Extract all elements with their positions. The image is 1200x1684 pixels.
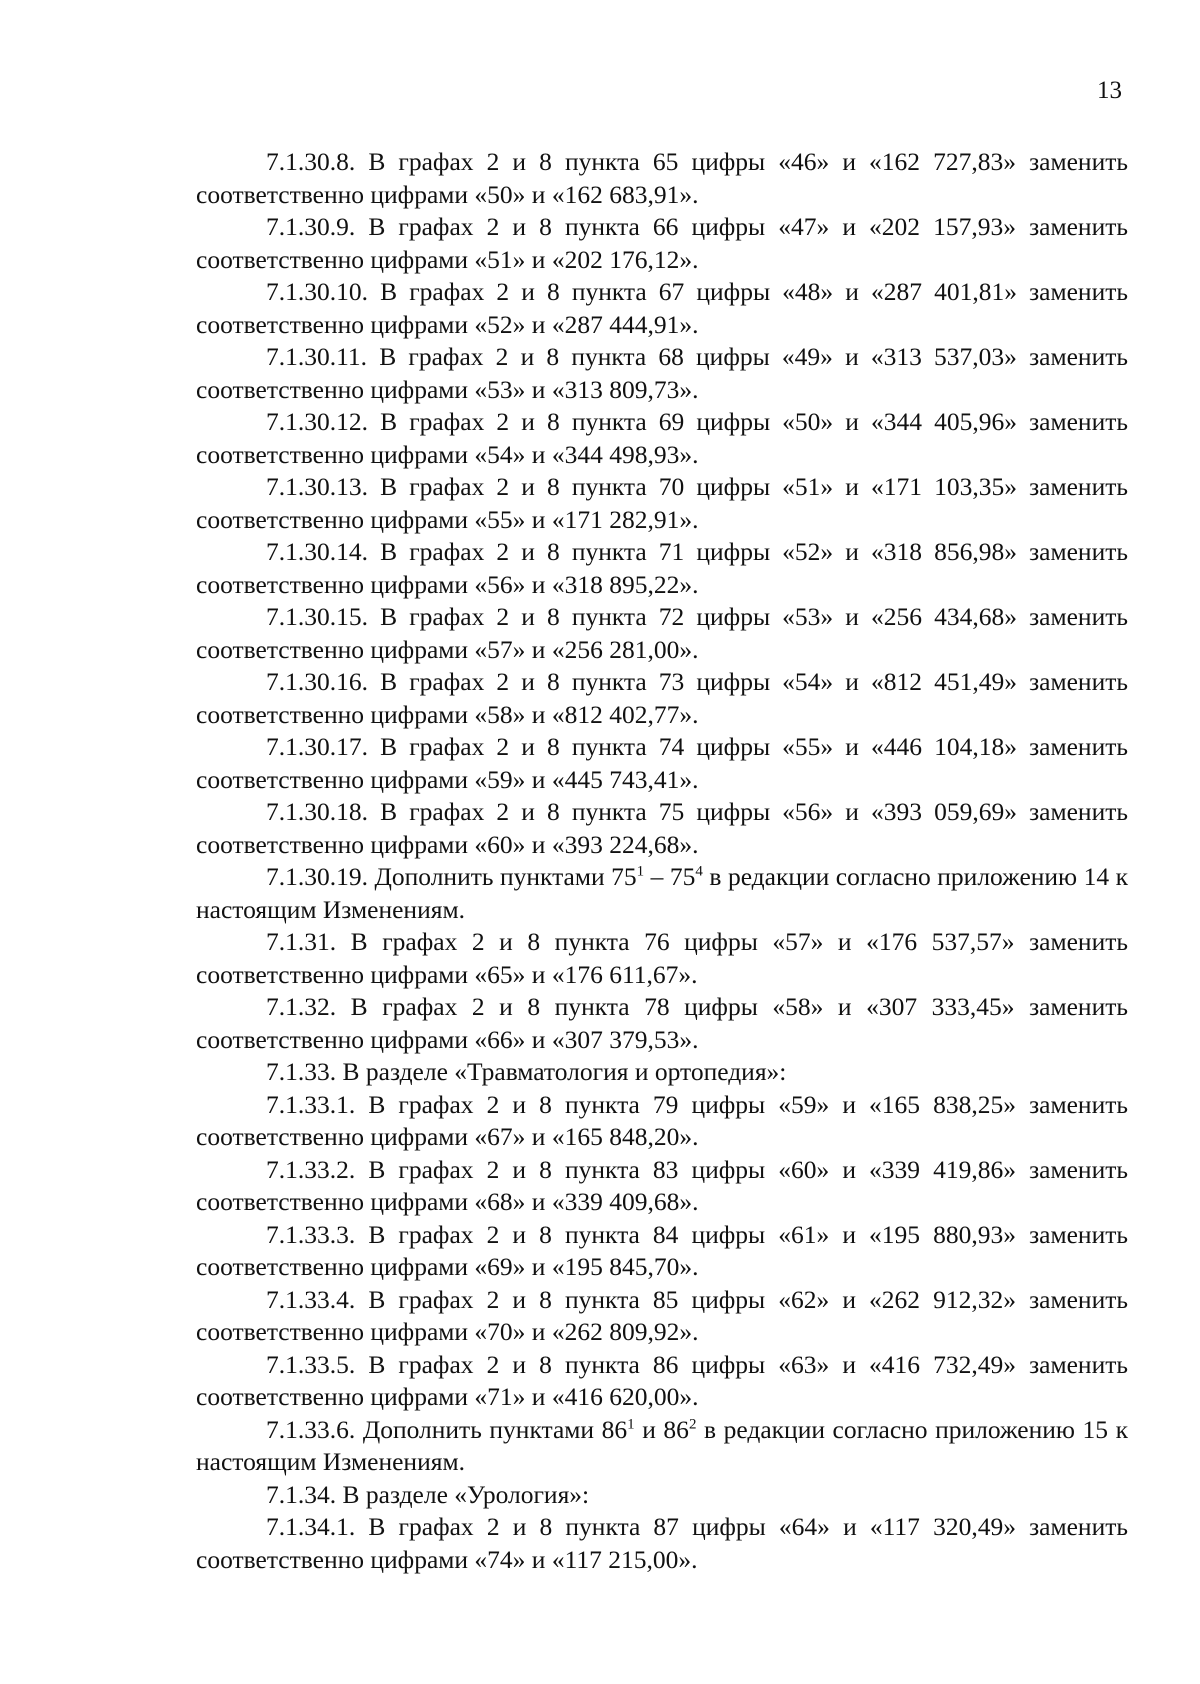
paragraph [196, 796, 1128, 861]
superscript-index: 4 [695, 863, 703, 880]
superscript-index: 1 [636, 863, 645, 880]
paragraph-text: 7.1.30.17. В графах 2 и 8 пункта 74 цифры «55» и «446 104,18» заменить соответственно цифрами «59» и «445 743,41». [196, 732, 1128, 794]
paragraph [196, 666, 1128, 731]
paragraph-text: 7.1.30.18. В графах 2 и 8 пункта 75 цифры «56» и «393 059,69» заменить соответственно цифрами «60» и «393 224,68». [196, 797, 1128, 859]
paragraph-text: 7.1.30.9. В графах 2 и 8 пункта 66 цифры «47» и «202 157,93» заменить соответственно цифрами «51» и «202 176,12». [196, 212, 1128, 274]
paragraph-text: 7.1.33.6. Дополнить пунктами 86 [266, 1414, 628, 1444]
paragraph-text: 7.1.33.3. В графах 2 и 8 пункта 84 цифры «61» и «195 880,93» заменить соответственно цифрами «69» и «195 845,70». [196, 1219, 1128, 1281]
paragraph-text: 7.1.30.16. В графах 2 и 8 пункта 73 цифры «54» и «812 451,49» заменить соответственно цифрами «58» и «812 402,77». [196, 667, 1128, 729]
paragraph [196, 926, 1128, 991]
paragraph-text: 7.1.34.1. В графах 2 и 8 пункта 87 цифры «64» и «117 320,49» заменить соответственно цифрами «74» и «117 215,00». [196, 1512, 1128, 1574]
paragraph-text: 7.1.30.11. В графах 2 и 8 пункта 68 цифры «49» и «313 537,03» заменить соответственно цифрами «53» и «313 809,73». [196, 342, 1128, 404]
paragraph [196, 341, 1128, 406]
paragraph-text: 7.1.30.14. В графах 2 и 8 пункта 71 цифры «52» и «318 856,98» заменить соответственно цифрами «56» и «318 895,22». [196, 537, 1128, 599]
paragraph [196, 601, 1128, 666]
paragraph [196, 1154, 1128, 1219]
paragraph-text: в редакции согласно приложению 14 к настоящим Изменениям. [196, 862, 1128, 924]
paragraph-text: 7.1.33.5. В графах 2 и 8 пункта 86 цифры «63» и «416 732,49» заменить соответственно цифрами «71» и «416 620,00». [196, 1349, 1128, 1411]
paragraph [196, 146, 1128, 211]
paragraph [196, 211, 1128, 276]
paragraph [196, 471, 1128, 536]
paragraph-text: в редакции согласно приложению 15 к настоящим Изменениям. [196, 1414, 1128, 1476]
superscript-index: 1 [627, 1416, 635, 1432]
paragraph-text: и 86 [634, 1414, 689, 1444]
page-number: 13 [1097, 77, 1122, 104]
paragraph [196, 1056, 1128, 1089]
paragraph-text: 7.1.33. В разделе «Травматология и ортопедия»: [266, 1057, 787, 1086]
paragraph-text: 7.1.33.4. В графах 2 и 8 пункта 85 цифры «62» и «262 912,32» заменить соответственно цифрами «70» и «262 809,92». [196, 1284, 1128, 1346]
paragraph-text: 7.1.34. В разделе «Урология»: [266, 1479, 590, 1509]
paragraph [196, 1414, 1128, 1479]
paragraph [196, 406, 1128, 471]
paragraph-text: 7.1.30.12. В графах 2 и 8 пункта 69 цифры «50» и «344 405,96» заменить соответственно цифрами «54» и «344 498,93». [196, 407, 1128, 469]
paragraph [196, 731, 1128, 796]
superscript-index: 2 [688, 1416, 697, 1432]
paragraph [196, 1479, 1128, 1512]
paragraph-text: 7.1.30.13. В графах 2 и 8 пункта 70 цифры «51» и «171 103,35» заменить соответственно цифрами «55» и «171 282,91». [196, 472, 1128, 534]
paragraph [196, 861, 1128, 926]
paragraph [196, 991, 1128, 1056]
paragraph [196, 1089, 1128, 1154]
paragraph-text: 7.1.30.10. В графах 2 и 8 пункта 67 цифры «48» и «287 401,81» заменить соответственно цифрами «52» и «287 444,91». [196, 277, 1128, 339]
paragraph [196, 1349, 1128, 1414]
paragraph-text: 7.1.30.19. Дополнить пунктами 75 [266, 862, 637, 891]
paragraph [196, 1284, 1128, 1349]
paragraph-text: 7.1.33.2. В графах 2 и 8 пункта 83 цифры «60» и «339 419,86» заменить соответственно цифрами «68» и «339 409,68». [196, 1154, 1128, 1216]
paragraph-text: 7.1.31. В графах 2 и 8 пункта 76 цифры «57» и «176 537,57» заменить соответственно цифрами «65» и «176 611,67». [196, 927, 1128, 989]
paragraph-text: – 75 [644, 862, 696, 891]
paragraph [196, 276, 1128, 341]
paragraph-text: 7.1.30.8. В графах 2 и 8 пункта 65 цифры «46» и «162 727,83» заменить соответственно цифрами «50» и «162 683,91». [196, 147, 1128, 209]
paragraph [196, 536, 1128, 601]
paragraph [196, 1219, 1128, 1284]
paragraph [196, 1511, 1128, 1576]
paragraph-text: 7.1.30.15. В графах 2 и 8 пункта 72 цифры «53» и «256 434,68» заменить соответственно цифрами «57» и «256 281,00». [196, 602, 1128, 664]
paragraph-text: 7.1.32. В графах 2 и 8 пункта 78 цифры «58» и «307 333,45» заменить соответственно цифрами «66» и «307 379,53». [196, 992, 1128, 1054]
paragraph-text: 7.1.33.1. В графах 2 и 8 пункта 79 цифры «59» и «165 838,25» заменить соответственно цифрами «67» и «165 848,20». [196, 1089, 1128, 1151]
document-body [196, 146, 1128, 1576]
